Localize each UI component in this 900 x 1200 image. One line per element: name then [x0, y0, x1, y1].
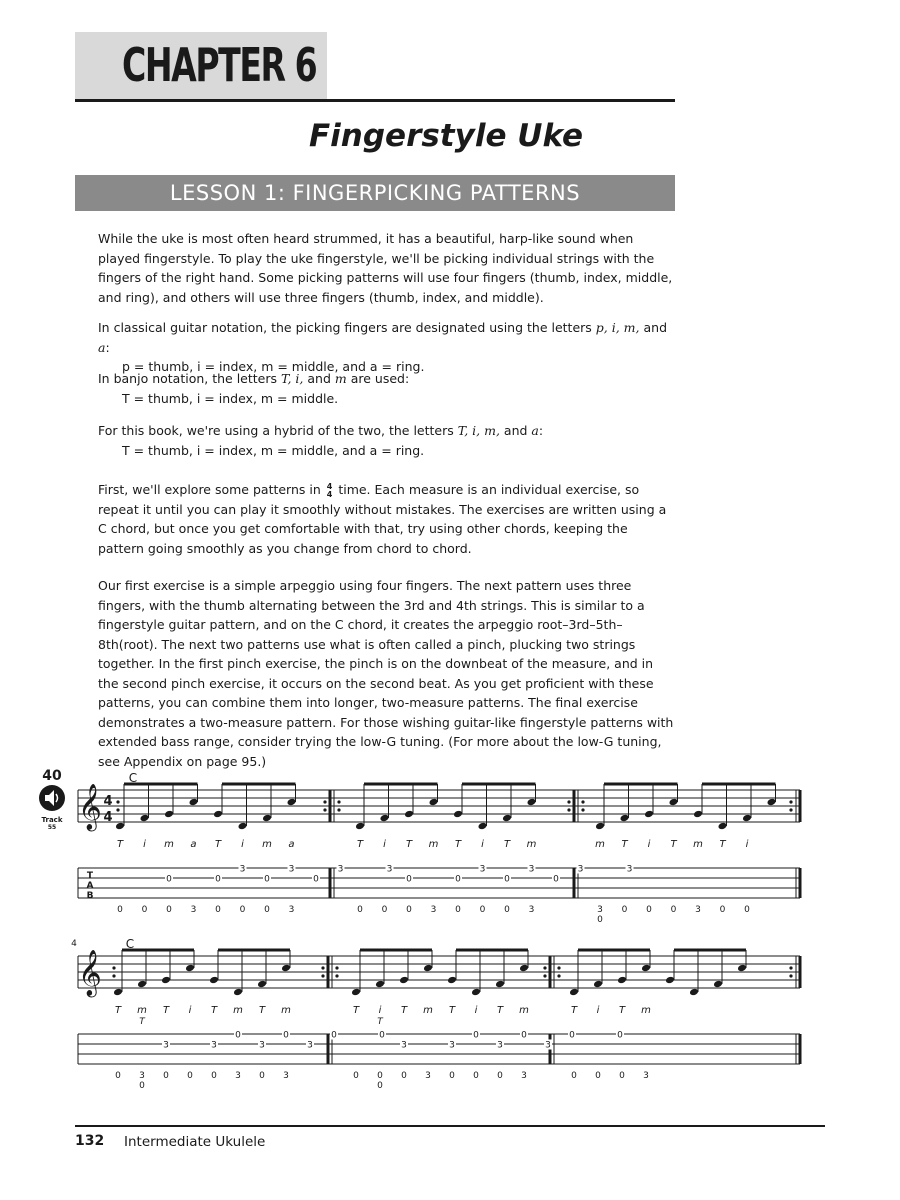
tab-number: 3 — [288, 864, 295, 875]
note-head — [620, 814, 630, 823]
time-top: 4 — [326, 481, 333, 491]
repeat-dot — [789, 974, 792, 977]
note-head — [429, 798, 439, 807]
tab-number-extra: 0 — [139, 1081, 145, 1091]
tab-number: 0 — [646, 905, 652, 915]
tab-number: 3 — [307, 1040, 313, 1051]
finger-label: i — [596, 1005, 600, 1016]
tab-number: 0 — [187, 1071, 193, 1081]
note-head — [233, 988, 243, 997]
tab-clef-b: B — [86, 891, 94, 901]
tab-number: 0 — [571, 1071, 577, 1081]
finger-label: m — [423, 1005, 433, 1016]
tab-number: 3 — [386, 864, 393, 875]
finger-label: T — [162, 1005, 170, 1016]
note-head — [189, 798, 199, 807]
note-head — [665, 976, 675, 985]
note-head — [595, 822, 605, 831]
classical-letters: p, i, m, — [595, 320, 640, 335]
tab-number: 0 — [619, 1071, 625, 1081]
repeat-dot — [543, 974, 546, 977]
finger-label: m — [281, 1005, 291, 1016]
time-signature-top: 4 — [103, 794, 113, 809]
repeat-dot — [557, 966, 560, 969]
paragraph-time — [98, 480, 676, 558]
repeat-dot — [323, 808, 326, 811]
finger-label: m — [164, 839, 174, 850]
finger-label: T — [400, 1005, 408, 1016]
paragraph-intro: While the uke is most often heard strummed, it has a beautiful, harp-like sound when played fingerstyle. To play the uke fingerstyle, we'll be picking individual strings with the fingers of the right hand. Some picking patterns will use four fingers (thumb, index, middle, and ring), and others will use three fingers (thumb, index, and middle). — [98, 231, 673, 305]
note-head — [115, 822, 125, 831]
finger-label: T — [454, 839, 462, 850]
banjo-letters: T, i, — [280, 371, 304, 386]
tab-number: 3 — [425, 1071, 431, 1081]
tab-number: 3 — [479, 864, 486, 875]
finger-label: i — [241, 839, 244, 850]
note-head — [404, 810, 414, 819]
tab-number: 0 — [473, 1030, 479, 1041]
paragraph-banjo — [98, 369, 676, 408]
note-head — [713, 980, 723, 989]
tab-number: 3 — [643, 1071, 649, 1081]
tab-number: 0 — [141, 905, 148, 915]
measure-number: 4 — [71, 939, 77, 949]
note-head — [742, 814, 752, 823]
tab-number: 3 — [401, 1040, 407, 1051]
tab-number: 3 — [283, 1071, 289, 1081]
lesson-heading: LESSON 1: FINGERPICKING PATTERNS — [75, 175, 675, 211]
finger-label: T — [496, 1005, 504, 1016]
hybrid-colon: : — [538, 423, 544, 438]
chapter-title: CHAPTER 6 — [122, 38, 317, 92]
note-head — [164, 810, 174, 819]
paragraph-hybrid — [98, 421, 676, 460]
tab-number: 3 — [597, 905, 603, 915]
tab-number: 3 — [190, 905, 197, 915]
audio-number: 40 — [42, 768, 62, 784]
finger-label: T — [405, 839, 413, 850]
note-head — [375, 980, 385, 989]
finger-label: T — [618, 1005, 626, 1016]
note-head — [351, 988, 361, 997]
hybrid-legend: T = thumb, i = index, m = middle, and a = ring. — [122, 442, 425, 458]
note-head — [569, 988, 579, 997]
note-head — [693, 810, 703, 819]
tab-number: 0 — [719, 905, 726, 915]
finger-label: i — [647, 839, 651, 850]
finger-label: m — [262, 839, 272, 850]
finger-label: i — [481, 839, 484, 850]
chapter-subtitle: Fingerstyle Uke — [308, 118, 583, 154]
tab-number: 3 — [235, 1071, 241, 1081]
finger-label: i — [378, 1005, 382, 1016]
finger-label: T — [503, 839, 511, 850]
note-head — [213, 810, 223, 819]
tab-number: 0 — [621, 905, 628, 915]
tab-number: 3 — [239, 864, 246, 875]
classical-letter-a: a — [98, 339, 106, 355]
tab-number: 3 — [259, 1040, 265, 1051]
music-system-2 — [71, 937, 800, 1091]
banjo-letter-m: m — [334, 371, 347, 386]
repeat-dot — [335, 974, 338, 977]
finger-label: m — [233, 1005, 243, 1016]
time-text-rest: time. Each measure is an individual exercise, so repeat it until you can play it smoothly without mistakes. The exercises are written using a C chord, but once you get comfortable with that, try using other chords, keeping the pattern going smoothly as you change from chord to chord. — [98, 482, 667, 556]
tab-number: 0 — [381, 905, 388, 915]
hybrid-letters: T, i, m, — [457, 423, 500, 438]
tab-number: 0 — [215, 874, 221, 885]
paragraph-exercises: Our first exercise is a simple arpeggio using four fingers. The next pattern uses three fingers, with the thumb alternating between the 3rd and 4th strings. This is similar to a fingerstyle guitar pattern, and on the C chord, it creates the arpeggio root–3rd–5th–8th(root). The next two patterns use what is often called a pinch, plucking two strings together. In the first pinch exercise, the pinch is on the downbeat of the measure, and in the second pinch exercise, it occurs on the second beat. As you get proficient with these patterns, you can combine them into longer, two-measure patterns. The final exercise demonstrates a two-measure pattern. For those wishing guitar-like fingerstyle patterns with extended bass range, consider trying the low-G tuning. (For more about the low-G tuning, see Appendix on page 95.) — [98, 578, 674, 769]
tab-number: 0 — [235, 1030, 241, 1041]
tab-number: 0 — [595, 1071, 601, 1081]
tab-number: 0 — [163, 1071, 169, 1081]
repeat-dot — [337, 808, 340, 811]
tab-number: 3 — [288, 905, 295, 915]
tab-number: 0 — [211, 1071, 217, 1081]
tab-number: 0 — [617, 1030, 623, 1041]
note-head — [641, 964, 651, 973]
music-system-1 — [78, 771, 800, 925]
tab-number: 0 — [473, 1071, 479, 1081]
classical-legend: p = thumb, i = index, m = middle, and a = ring. — [122, 359, 425, 374]
repeat-dot — [543, 966, 546, 969]
tab-clef-a: A — [86, 881, 94, 891]
tab-number: 0 — [670, 905, 677, 915]
finger-label: T — [621, 839, 628, 850]
tab-number: 3 — [521, 1071, 527, 1081]
tab-number: 0 — [264, 874, 270, 885]
tab-number: 0 — [569, 1030, 575, 1041]
finger-label: T — [258, 1005, 266, 1016]
classical-colon: : — [105, 339, 110, 355]
repeat-dot — [112, 974, 115, 977]
tab-number: 0 — [379, 1030, 385, 1041]
tab-number: 3 — [545, 1040, 551, 1051]
hybrid-and: and — [499, 423, 532, 438]
tab-number: 0 — [455, 874, 461, 885]
repeat-dot — [789, 966, 792, 969]
finger-label: T — [570, 1005, 578, 1016]
repeat-dot — [116, 800, 119, 803]
finger-label: m — [428, 839, 439, 850]
time-text-start: First, we'll explore some patterns in — [98, 482, 325, 497]
time-bottom: 4 — [326, 489, 333, 499]
tab-clef-t: T — [86, 871, 94, 881]
tab-number: 0 — [166, 874, 172, 885]
finger-label: i — [143, 839, 146, 850]
finger-label: T — [214, 839, 222, 850]
treble-clef: 𝄞 — [78, 784, 102, 830]
tab-number: 0 — [166, 905, 172, 915]
tab-number: 3 — [528, 905, 535, 915]
tab-number: 3 — [337, 864, 344, 875]
note-head — [262, 814, 272, 823]
tab-number: 3 — [695, 905, 701, 915]
note-head — [238, 822, 248, 831]
finger-label: T — [356, 839, 364, 850]
finger-label: T — [116, 839, 124, 850]
tab-number: 0 — [744, 905, 750, 915]
repeat-dot — [567, 808, 570, 811]
tab-number: 0 — [331, 1030, 337, 1041]
repeat-dot — [116, 808, 119, 811]
finger-label: m — [641, 1005, 651, 1016]
finger-label: T — [210, 1005, 218, 1016]
finger-label: T — [114, 1005, 122, 1016]
music-notation — [0, 760, 900, 1120]
tab-number: 0 — [406, 874, 412, 885]
tab-number: 3 — [449, 1040, 455, 1051]
note-head — [767, 798, 777, 807]
tab-number: 3 — [430, 905, 437, 915]
treble-clef: 𝄞 — [78, 950, 102, 996]
tab-number: 0 — [313, 874, 319, 885]
note-head — [287, 798, 297, 807]
tab-number-extra: 0 — [597, 915, 603, 925]
tab-number: 0 — [117, 905, 123, 915]
tab-number: 0 — [401, 1071, 407, 1081]
chord-symbol: C — [128, 771, 138, 785]
note-head — [471, 988, 481, 997]
note-head — [519, 964, 529, 973]
finger-label: T — [448, 1005, 456, 1016]
tab-number: 3 — [577, 864, 584, 875]
note-head — [495, 980, 505, 989]
finger-label-stacked: T — [377, 1017, 383, 1027]
repeat-dot — [321, 974, 324, 977]
note-head — [161, 976, 171, 985]
repeat-dot — [581, 800, 584, 803]
note-head — [689, 988, 699, 997]
note-head — [644, 810, 654, 819]
tab-number-extra: 0 — [377, 1081, 383, 1091]
note-head — [185, 964, 195, 973]
tab-number: 0 — [504, 874, 510, 885]
repeat-dot — [335, 966, 338, 969]
banjo-and: and — [303, 371, 335, 386]
note-head — [140, 814, 150, 823]
finger-label: m — [595, 839, 605, 850]
finger-label: m — [137, 1005, 147, 1016]
note-head — [113, 988, 123, 997]
repeat-dot — [789, 808, 792, 811]
book-title: Intermediate Ukulele — [124, 1134, 266, 1150]
finger-label: m — [519, 1005, 529, 1016]
note-head — [502, 814, 512, 823]
banjo-legend: T = thumb, i = index, m = middle. — [122, 390, 339, 406]
finger-label-stacked: T — [139, 1017, 145, 1027]
tab-number: 3 — [211, 1040, 217, 1051]
repeat-dot — [112, 966, 115, 969]
tab-number: 0 — [553, 874, 559, 885]
note-head — [453, 810, 463, 819]
classical-text: In classical guitar notation, the picking fingers are designated using the letters — [98, 320, 596, 335]
tab-number: 3 — [139, 1071, 145, 1081]
note-head — [209, 976, 219, 985]
time-signature-bottom: 4 — [103, 810, 113, 825]
tab-number: 0 — [115, 1071, 121, 1081]
banjo-text: In banjo notation, the letters — [98, 371, 281, 386]
finger-label: T — [352, 1005, 360, 1016]
finger-label: m — [693, 839, 703, 850]
tab-number: 3 — [626, 864, 633, 875]
classical-and: and — [639, 320, 668, 335]
repeat-dot — [789, 800, 792, 803]
tab-number: 0 — [239, 905, 246, 915]
footer-rule — [75, 1125, 825, 1127]
note-head — [593, 980, 603, 989]
tab-number: 0 — [497, 1071, 503, 1081]
note-head — [527, 798, 537, 807]
repeat-dot — [321, 966, 324, 969]
tab-number: 0 — [377, 1071, 383, 1081]
finger-label: T — [719, 839, 726, 850]
chapter-rule — [75, 99, 675, 102]
note-head — [399, 976, 409, 985]
page-number: 132 — [75, 1133, 105, 1149]
tab-number: 3 — [497, 1040, 503, 1051]
tab-number: 0 — [504, 905, 510, 915]
tab-number: 0 — [357, 905, 363, 915]
repeat-dot — [567, 800, 570, 803]
tab-number: 3 — [163, 1040, 169, 1051]
tab-number: 3 — [528, 864, 535, 875]
tab-number: 0 — [479, 905, 486, 915]
finger-label: m — [526, 839, 537, 850]
note-head — [423, 964, 433, 973]
finger-label: i — [383, 839, 386, 850]
repeat-dot — [323, 800, 326, 803]
tab-number: 0 — [283, 1030, 289, 1041]
track-number: 55 — [47, 824, 57, 831]
finger-label: i — [474, 1005, 478, 1016]
paragraph-classical — [98, 318, 676, 377]
tab-number: 0 — [259, 1071, 265, 1081]
repeat-dot — [557, 974, 560, 977]
note-head — [137, 980, 147, 989]
tab-number: 0 — [215, 905, 221, 915]
finger-label: i — [745, 839, 749, 850]
note-head — [617, 976, 627, 985]
hybrid-text: For this book, we're using a hybrid of the two, the letters — [98, 423, 458, 438]
note-head — [380, 814, 390, 823]
note-head — [478, 822, 488, 831]
time-signature-inline — [327, 483, 333, 499]
note-head — [257, 980, 267, 989]
finger-label: T — [670, 839, 677, 850]
note-head — [281, 964, 291, 973]
tab-number: 0 — [406, 905, 412, 915]
tab-number: 0 — [353, 1071, 359, 1081]
tab-number: 0 — [264, 905, 270, 915]
note-head — [447, 976, 457, 985]
finger-label: a — [190, 839, 197, 850]
finger-label: i — [188, 1005, 192, 1016]
repeat-dot — [337, 800, 340, 803]
note-head — [669, 798, 679, 807]
banjo-end: are used: — [346, 371, 410, 386]
tab-number: 0 — [455, 905, 461, 915]
tab-number: 0 — [449, 1071, 455, 1081]
track-label: Track — [41, 816, 63, 824]
note-head — [355, 822, 365, 831]
repeat-dot — [581, 808, 584, 811]
note-head — [737, 964, 747, 973]
tab-number: 0 — [521, 1030, 527, 1041]
chord-symbol: C — [125, 937, 135, 951]
finger-label: a — [288, 839, 295, 850]
note-head — [718, 822, 728, 831]
hybrid-letter-a: a — [531, 423, 539, 438]
